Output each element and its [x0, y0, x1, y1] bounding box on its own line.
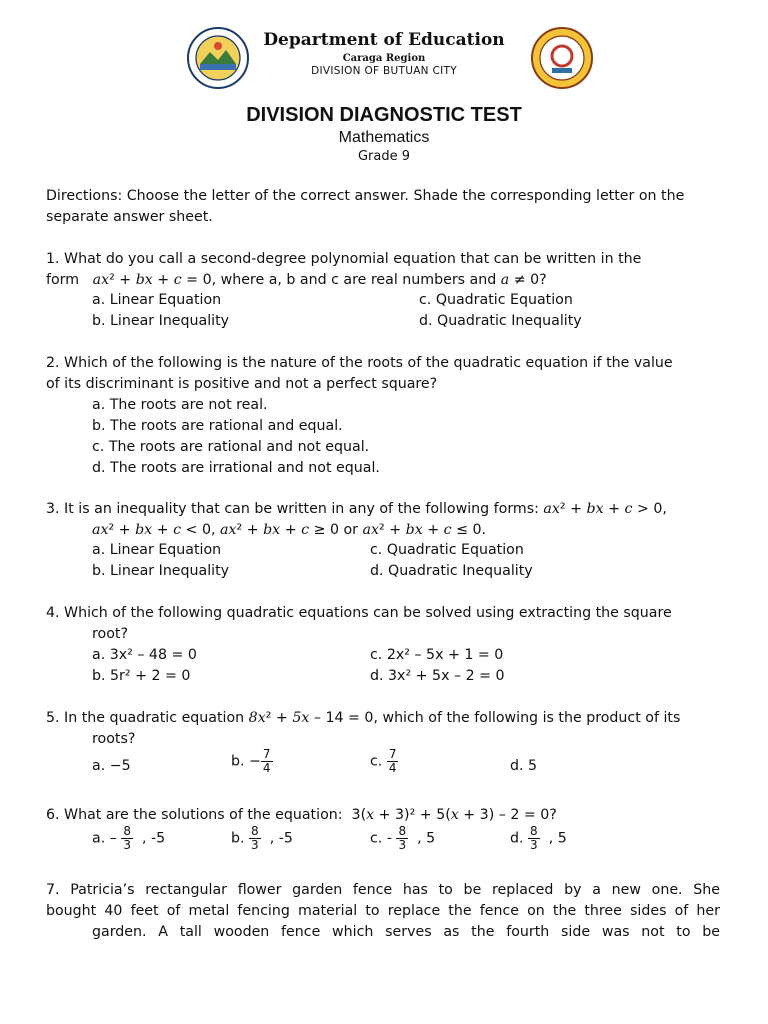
- question-4-option-a: a. 3x² – 48 = 0: [92, 647, 197, 663]
- region-name: Caraga Region: [342, 53, 426, 64]
- letterhead: [0, 30, 768, 77]
- question-3-option-b: b. Linear Inequality: [92, 563, 230, 579]
- question-5-option-d: d. 5: [510, 758, 538, 774]
- question-1-line-1: 1. What do you call a second-degree polynomial equation that can be written in the: [46, 251, 642, 267]
- question-5-line-2: roots?: [92, 731, 136, 747]
- question-4-option-d: d. 3x² + 5x – 2 = 0: [370, 668, 505, 684]
- question-4-option-c: c. 2x² – 5x + 1 = 0: [370, 647, 504, 663]
- test-title-block: [0, 104, 768, 164]
- question-1-option-a: a. Linear Equation: [92, 292, 222, 308]
- question-3-option-d: d. Quadratic Inequality: [370, 563, 533, 579]
- subject-title: Mathematics: [338, 129, 430, 146]
- question-2-option-b: b. The roots are rational and equal.: [92, 418, 343, 434]
- question-2-option-a: a. The roots are not real.: [92, 397, 268, 413]
- question-1-option-d: d. Quadratic Inequality: [419, 313, 582, 329]
- question-1-line-2: form ax² + bx + c = 0, where a, b and c are real numbers and a ≠ 0?: [46, 272, 547, 288]
- question-4-line-1: 4. Which of the following quadratic equations can be solved using extracting the square: [46, 605, 672, 621]
- question-5-option-b: b. − $\frac{7}{4}$: [231, 747, 271, 775]
- question-3-line-2: ax² + bx + c < 0, ax² + bx + c ≥ 0 or ax² + bx + c ≤ 0.: [92, 522, 487, 538]
- question-5-line-1: 5. In the quadratic equation 8x² + 5x – 14 = 0, which of the following is the product of its: [46, 710, 681, 726]
- question-1-option-b: b. Linear Inequality: [92, 313, 230, 329]
- test-title: DIVISION DIAGNOSTIC TEST: [246, 104, 522, 126]
- grade-level: Grade 9: [357, 149, 411, 164]
- question-7-line-2: bought 40 feet of metal fencing material to replace the fence on the three sides of her: [46, 903, 720, 919]
- question-6-option-a: a. – $\frac{8}{3}$ , -5: [92, 824, 166, 852]
- question-6-line-1: 6. What are the solutions of the equation: 3(x + 3)² + 5(x + 3) – 2 = 0?: [46, 807, 557, 823]
- question-2-option-c: c. The roots are rational and not equal.: [92, 439, 370, 455]
- department-name: Department of Education: [263, 30, 505, 50]
- question-2-option-d: d. The roots are irrational and not equal.: [92, 460, 380, 476]
- question-5-option-a: a. −5: [92, 758, 131, 774]
- question-4-option-b: b. 5r² + 2 = 0: [92, 668, 191, 684]
- question-6-option-d: d. $\frac{8}{3}$ , 5: [510, 824, 567, 852]
- division-name: DIVISION OF BUTUAN CITY: [311, 65, 457, 77]
- question-7-line-3: garden. A tall wooden fence which serves as the fourth side was not to be: [92, 924, 720, 940]
- directions-line-1: Directions: Choose the letter of the correct answer. Shade the corresponding letter on the: [46, 188, 685, 204]
- question-5-option-c: c. $\frac{7}{4}$: [370, 747, 397, 775]
- question-4-line-2: root?: [92, 626, 128, 642]
- question-3-line-1: 3. It is an inequality that can be written in any of the following forms: ax² + bx + c > 0,: [46, 501, 667, 517]
- question-6-option-b: b. $\frac{8}{3}$ , -5: [231, 824, 293, 852]
- question-3-option-a: a. Linear Equation: [92, 542, 222, 558]
- question-2-line-2: of its discriminant is positive and not a perfect square?: [46, 376, 438, 392]
- question-7-line-1: 7. Patricia’s rectangular flower garden fence has to be replaced by a new one. She: [46, 882, 720, 898]
- question-6-option-c: c. - $\frac{8}{3}$ , 5: [370, 824, 436, 852]
- question-2-line-1: 2. Which of the following is the nature of the roots of the quadratic equation if the value: [46, 355, 673, 371]
- question-1-option-c: c. Quadratic Equation: [419, 292, 573, 308]
- directions-line-2: separate answer sheet.: [46, 209, 213, 225]
- question-3-option-c: c. Quadratic Equation: [370, 542, 524, 558]
